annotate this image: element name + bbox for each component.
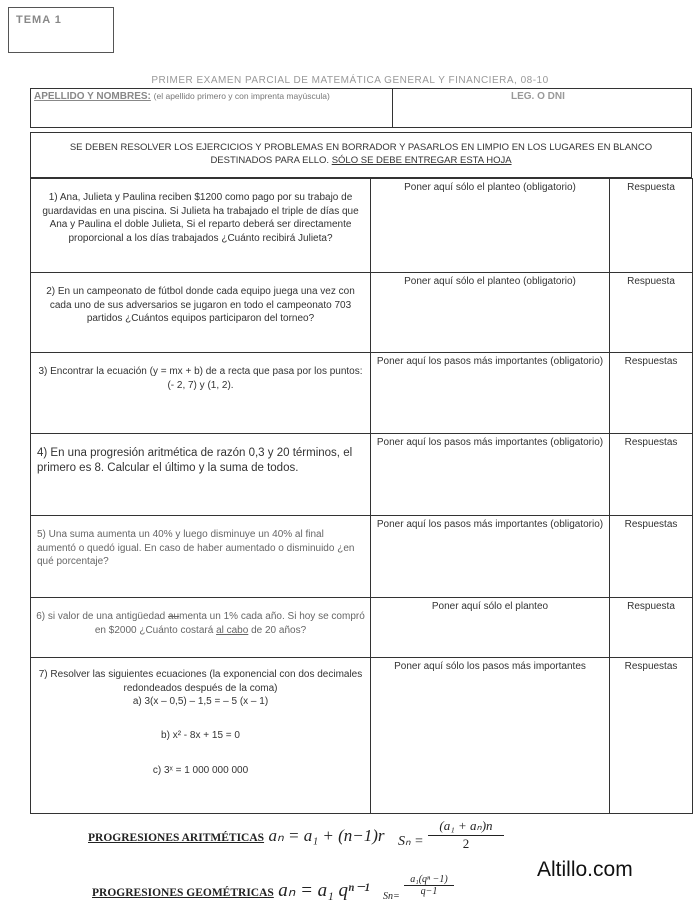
geom-formula-row	[92, 879, 370, 902]
instructions-line2	[31, 154, 691, 167]
response-answer-area[interactable]	[610, 598, 693, 658]
plan-label: Poner aquí sólo el planteo (obligatorio)	[404, 276, 576, 287]
response-label: Respuesta	[627, 601, 675, 612]
instructions-line2-b: SÓLO SE DEBE ENTREGAR ESTA HOJA	[331, 155, 512, 166]
question-text-strike: au	[167, 611, 180, 622]
geom-an-formula: aₙ = a₁ qⁿ⁻¹	[278, 880, 370, 901]
question-text	[31, 598, 370, 637]
instructions-box	[30, 132, 692, 178]
question-text: 1) Ana, Julieta y Paulina reciben $1200 como pago por su trabajo de guardavidas en una piscina. Si Julieta ha trabajado el triple de días que Ana y Paulina el doble Julieta, Si el reparto deberá ser directamente proporcional a los días trabajados ¿Cuánto recibirá Julieta?	[42, 192, 359, 244]
geom-label: PROGRESIONES GEOMÉTRICAS	[92, 887, 274, 899]
plan-answer-area[interactable]	[371, 516, 610, 598]
question-row-1	[31, 179, 693, 273]
plan-label: Poner aquí los pasos más importantes (obligatorio)	[376, 519, 604, 530]
response-label: Respuesta	[627, 182, 675, 193]
geom-sn-numerator: a₁(qⁿ −1)	[404, 874, 454, 886]
response-answer-area[interactable]	[610, 273, 693, 353]
question-row-6	[31, 598, 693, 658]
question-row-5	[31, 516, 693, 598]
question-row-7	[31, 658, 693, 814]
plan-label: Poner aquí los pasos más importantes (obligatorio)	[376, 437, 604, 448]
plan-label: Poner aquí sólo los pasos más importantes	[394, 661, 586, 672]
question-text: 5) Una suma aumenta un 40% y luego disminuye un 40% al final aumentó o quedó igual. En caso de haber aumentado o disminuido ¿en qué porcentaje?	[37, 529, 355, 567]
question-cell	[31, 658, 371, 814]
questions-table	[30, 178, 693, 814]
brand-watermark: Altillo.com	[537, 858, 633, 881]
name-field[interactable]	[34, 91, 330, 102]
question-cell	[31, 179, 371, 273]
response-answer-area[interactable]	[610, 353, 693, 434]
arith-sn-lhs: Sₙ =	[398, 834, 424, 849]
question-cell	[31, 273, 371, 353]
response-answer-area[interactable]	[610, 516, 693, 598]
question-row-3	[31, 353, 693, 434]
question-cell	[31, 434, 371, 516]
equation-c: c) 3ˣ = 1 000 000 000	[152, 765, 249, 776]
question-text-b: menta un 1% cada año. Si hoy se compró en $2000 ¿Cuánto costará	[94, 611, 365, 636]
plan-answer-area[interactable]	[371, 434, 610, 516]
student-info-row	[30, 88, 692, 128]
plan-answer-area[interactable]	[371, 598, 610, 658]
instructions-line1: SE DEBEN RESOLVER LOS EJERCICIOS Y PROBLEMAS EN BORRADOR Y PASARLOS EN LIMPIO EN LOS LUGARES EN BLANCO	[69, 142, 653, 153]
response-label: Respuestas	[624, 661, 678, 672]
arith-sn-denominator: 2	[462, 836, 470, 851]
arith-label: PROGRESIONES ARITMÉTICAS	[88, 832, 265, 844]
plan-answer-area[interactable]	[371, 179, 610, 273]
plan-label: Poner aquí sólo el planteo (obligatorio)	[404, 182, 576, 193]
geom-sn-fraction	[404, 874, 454, 897]
equation-b: b) x² - 8x + 15 = 0	[161, 729, 240, 741]
arith-sn-numerator: (a₁ + aₙ)n	[428, 818, 504, 836]
plan-label: Poner aquí los pasos más importantes (obligatorio)	[376, 356, 604, 367]
response-label: Respuestas	[624, 437, 678, 448]
question-cell	[31, 598, 371, 658]
equation-a: a) 3(x – 0,5) – 1,5 = – 5 (x – 1)	[132, 696, 269, 707]
question-text-c: de 20 años?	[248, 624, 307, 636]
arith-sn-lhs-wrap	[398, 832, 424, 850]
question-text-a: 6) si valor de una antigüedad	[36, 611, 168, 622]
instructions-line2-a: DESTINADOS PARA ELLO.	[210, 155, 332, 166]
response-answer-area[interactable]	[610, 658, 693, 814]
tema-label: TEMA 1	[16, 14, 62, 26]
question-row-2	[31, 273, 693, 353]
response-label: Respuestas	[624, 519, 678, 530]
question-text-main: 7) Resolver las siguientes ecuaciones (la exponencial con dos decimales redondeados después de la coma)	[38, 669, 363, 694]
response-answer-area[interactable]	[610, 434, 693, 516]
geom-sn-denominator: q−1	[420, 886, 438, 897]
exam-title: PRIMER EXAMEN PARCIAL DE MATEMÁTICA GENERAL Y FINANCIERA, 08-10	[151, 75, 549, 86]
question-cell	[31, 353, 371, 434]
question-text-underlined: al cabo	[216, 624, 249, 636]
header-divider	[392, 89, 393, 127]
plan-label: Poner aquí sólo el planteo	[431, 601, 549, 612]
id-label: LEG. O DNI	[511, 91, 565, 102]
name-hint: (el apellido primero y con imprenta mayúscula)	[153, 91, 330, 101]
tema-box	[8, 7, 114, 53]
response-label: Respuesta	[627, 276, 675, 287]
question-row-4	[31, 434, 693, 516]
arith-an-formula: aₙ = a₁ + (n−1)r	[268, 826, 385, 845]
question-text: 4) En una progresión aritmética de razón 0,3 y 20 términos, el primero es 8. Calcular el último y la suma de todos.	[37, 447, 353, 474]
plan-answer-area[interactable]	[371, 273, 610, 353]
geom-sn-lhs: Sn=	[383, 891, 400, 902]
geom-sn-lhs-wrap	[383, 886, 400, 904]
question-text: 2) En un campeonato de fútbol donde cada equipo juega una vez con cada uno de sus adversarios se jugaron en todo el campeonato 703 partidos ¿Cuántos equipos participaron del torneo?	[46, 286, 355, 324]
question-text: 3) Encontrar la ecuación (y = mx + b) de a recta que pasa por los puntos: (- 2, 7) y (1, 2).	[38, 366, 363, 391]
response-label: Respuestas	[624, 356, 678, 367]
id-field[interactable]	[511, 91, 565, 102]
arith-sn-fraction	[428, 818, 504, 852]
plan-answer-area[interactable]	[371, 658, 610, 814]
question-cell	[31, 516, 371, 598]
plan-answer-area[interactable]	[371, 353, 610, 434]
arith-formula-row	[88, 826, 385, 846]
response-answer-area[interactable]	[610, 179, 693, 273]
question-text	[31, 658, 370, 778]
name-label: APELLIDO Y NOMBRES:	[34, 91, 151, 102]
